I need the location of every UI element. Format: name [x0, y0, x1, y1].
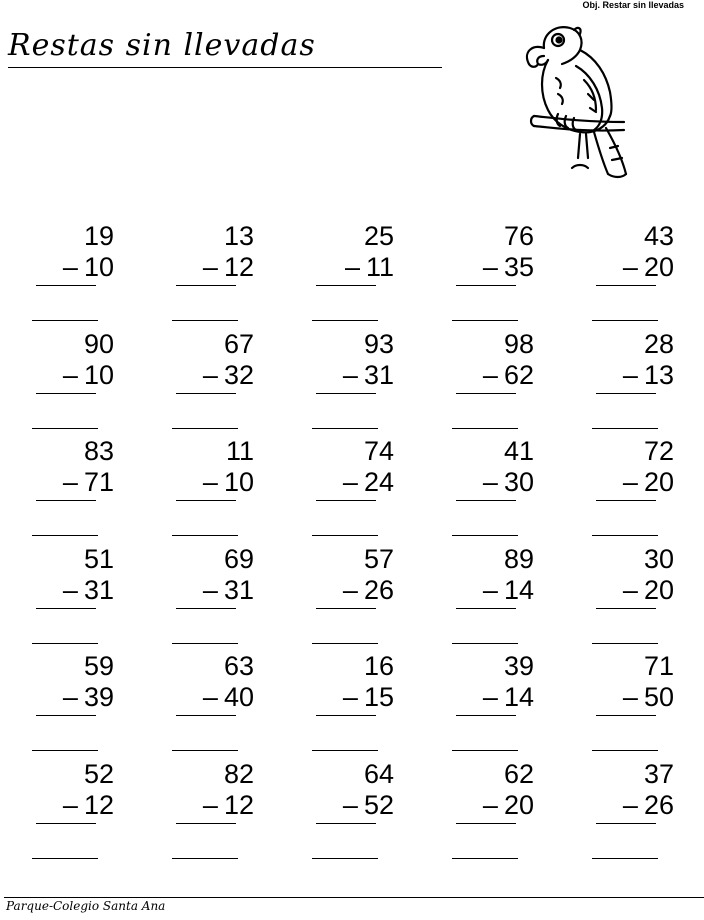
operation-line	[36, 823, 96, 824]
subtrahend: 12	[223, 789, 254, 820]
subtrahend-row	[63, 681, 114, 713]
answer-blank[interactable]	[592, 643, 658, 644]
subtraction-problem	[20, 435, 160, 543]
answer-blank[interactable]	[172, 535, 238, 536]
subtrahend: 15	[363, 682, 394, 712]
subtraction-problem	[300, 543, 440, 651]
subtrahend-row	[483, 251, 534, 283]
subtraction-problem	[580, 543, 704, 651]
operation-line	[596, 823, 656, 824]
minuend: 74	[363, 436, 394, 466]
minuend: 64	[363, 758, 394, 789]
subtrahend-row	[343, 789, 394, 821]
subtrahend-row	[343, 466, 394, 498]
minuend: 71	[643, 651, 674, 681]
subtrahend-row	[623, 789, 674, 821]
minuend: 76	[503, 221, 534, 251]
subtraction-problem	[160, 543, 300, 651]
answer-blank[interactable]	[32, 643, 98, 644]
operation-line	[176, 608, 236, 609]
minuend: 57	[363, 543, 394, 574]
subtrahend: 12	[223, 252, 254, 282]
subtraction-problem	[580, 220, 704, 328]
minus-sign: –	[344, 252, 360, 282]
subtrahend: 10	[223, 467, 254, 497]
minus-sign: –	[342, 789, 358, 820]
operation-line	[176, 823, 236, 824]
minus-sign: –	[622, 789, 638, 820]
minuend: 19	[83, 221, 114, 251]
minuend: 25	[363, 221, 394, 251]
minus-sign: –	[622, 252, 638, 282]
minuend: 11	[225, 436, 254, 466]
subtrahend-row	[345, 251, 394, 283]
answer-blank[interactable]	[312, 643, 378, 644]
subtrahend-row	[623, 466, 674, 498]
answer-blank[interactable]	[172, 643, 238, 644]
subtrahend-row	[203, 466, 254, 498]
operation-line	[36, 715, 96, 716]
operation-line	[456, 285, 516, 286]
answer-blank[interactable]	[592, 428, 658, 429]
subtraction-problem	[20, 650, 160, 758]
minuend: 89	[503, 543, 534, 574]
subtrahend: 12	[83, 789, 114, 820]
answer-blank[interactable]	[592, 750, 658, 751]
subtraction-problem	[580, 328, 704, 436]
minus-sign: –	[342, 467, 358, 497]
minuend: 43	[643, 221, 674, 251]
minus-sign: –	[202, 574, 218, 605]
minuend: 98	[503, 328, 534, 359]
operation-line	[316, 285, 376, 286]
minus-sign: –	[62, 359, 78, 390]
minuend: 90	[83, 328, 114, 359]
answer-blank[interactable]	[312, 750, 378, 751]
operation-line	[456, 608, 516, 609]
minus-sign: –	[202, 359, 218, 390]
subtrahend-row	[203, 574, 254, 606]
operation-line	[596, 715, 656, 716]
subtraction-problem	[160, 328, 300, 436]
subtrahend-row	[63, 359, 114, 391]
minus-sign: –	[202, 252, 218, 282]
subtrahend: 62	[503, 359, 534, 390]
subtrahend: 10	[83, 252, 114, 282]
operation-line	[596, 393, 656, 394]
operation-line	[456, 715, 516, 716]
operation-line	[316, 393, 376, 394]
subtrahend: 26	[643, 789, 674, 820]
subtrahend-row	[483, 681, 534, 713]
minuend: 30	[643, 543, 674, 574]
minus-sign: –	[482, 574, 498, 605]
subtraction-problem	[440, 328, 580, 436]
subtrahend: 26	[363, 574, 394, 605]
answer-blank[interactable]	[172, 858, 238, 859]
subtrahend-row	[483, 789, 534, 821]
page-title: Restas sin llevadas	[8, 28, 316, 63]
subtraction-problem	[20, 758, 160, 866]
subtrahend: 20	[643, 467, 674, 497]
subtrahend-row	[343, 681, 394, 713]
subtrahend: 35	[503, 252, 534, 282]
answer-blank[interactable]	[452, 858, 518, 859]
operation-line	[316, 500, 376, 501]
subtrahend: 32	[223, 359, 254, 390]
title-underline	[8, 67, 442, 68]
operation-line	[36, 500, 96, 501]
parrot-icon	[514, 18, 644, 190]
subtrahend: 13	[643, 359, 674, 390]
operation-line	[176, 715, 236, 716]
subtrahend-row	[203, 359, 254, 391]
minus-sign: –	[62, 574, 78, 605]
operation-line	[456, 500, 516, 501]
subtrahend: 39	[83, 682, 114, 712]
subtraction-problem	[440, 758, 580, 866]
operation-line	[316, 715, 376, 716]
answer-blank[interactable]	[172, 320, 238, 321]
answer-blank[interactable]	[312, 535, 378, 536]
subtrahend-row	[483, 359, 534, 391]
subtraction-problem	[300, 758, 440, 866]
subtrahend: 20	[643, 252, 674, 282]
minus-sign: –	[62, 467, 78, 497]
subtraction-problem	[160, 650, 300, 758]
answer-blank[interactable]	[452, 428, 518, 429]
minus-sign: –	[622, 359, 638, 390]
minus-sign: –	[202, 789, 218, 820]
subtrahend-row	[203, 251, 254, 283]
footer-line	[4, 897, 704, 898]
answer-blank[interactable]	[172, 750, 238, 751]
subtraction-problem	[580, 650, 704, 758]
minus-sign: –	[622, 574, 638, 605]
subtrahend: 11	[365, 252, 394, 282]
subtraction-problem	[440, 650, 580, 758]
answer-blank[interactable]	[32, 535, 98, 536]
answer-blank[interactable]	[452, 535, 518, 536]
problem-grid	[20, 220, 680, 865]
answer-blank[interactable]	[592, 535, 658, 536]
minus-sign: –	[482, 789, 498, 820]
minus-sign: –	[342, 682, 358, 712]
subtrahend: 20	[643, 574, 674, 605]
subtrahend-row	[483, 466, 534, 498]
minus-sign: –	[62, 252, 78, 282]
minuend: 62	[503, 758, 534, 789]
subtraction-problem	[20, 328, 160, 436]
subtrahend-row	[63, 251, 114, 283]
subtraction-problem	[160, 220, 300, 328]
minus-sign: –	[202, 682, 218, 712]
subtrahend-row	[63, 466, 114, 498]
minus-sign: –	[622, 682, 638, 712]
operation-line	[316, 823, 376, 824]
subtrahend: 24	[363, 467, 394, 497]
answer-blank[interactable]	[592, 858, 658, 859]
answer-blank[interactable]	[312, 320, 378, 321]
operation-line	[456, 823, 516, 824]
subtrahend-row	[343, 359, 394, 391]
subtrahend: 14	[503, 574, 534, 605]
minus-sign: –	[622, 467, 638, 497]
operation-line	[36, 608, 96, 609]
subtraction-problem	[440, 435, 580, 543]
answer-blank[interactable]	[592, 320, 658, 321]
minuend: 51	[83, 543, 114, 574]
operation-line	[36, 285, 96, 286]
subtrahend-row	[63, 574, 114, 606]
subtrahend: 10	[83, 359, 114, 390]
subtrahend: 40	[223, 682, 254, 712]
minus-sign: –	[202, 467, 218, 497]
subtrahend-row	[203, 681, 254, 713]
answer-blank[interactable]	[452, 750, 518, 751]
minus-sign: –	[482, 359, 498, 390]
minuend: 13	[223, 221, 254, 251]
minus-sign: –	[342, 574, 358, 605]
subtrahend: 20	[503, 789, 534, 820]
minuend: 82	[223, 758, 254, 789]
answer-blank[interactable]	[32, 750, 98, 751]
subtrahend-row	[623, 359, 674, 391]
subtraction-problem	[300, 650, 440, 758]
subtrahend-row	[623, 681, 674, 713]
subtraction-problem	[300, 435, 440, 543]
minus-sign: –	[342, 359, 358, 390]
answer-blank[interactable]	[32, 428, 98, 429]
answer-blank[interactable]	[452, 643, 518, 644]
minus-sign: –	[62, 789, 78, 820]
minus-sign: –	[62, 682, 78, 712]
operation-line	[176, 393, 236, 394]
minuend: 93	[363, 328, 394, 359]
minuend: 28	[643, 328, 674, 359]
subtraction-problem	[160, 758, 300, 866]
answer-blank[interactable]	[32, 320, 98, 321]
subtraction-problem	[440, 220, 580, 328]
subtrahend: 31	[363, 359, 394, 390]
minuend: 16	[363, 651, 394, 681]
operation-line	[36, 393, 96, 394]
subtraction-problem	[160, 435, 300, 543]
answer-blank[interactable]	[172, 428, 238, 429]
objective-label: Obj. Restar sin llevadas	[582, 0, 684, 10]
minuend: 59	[83, 651, 114, 681]
subtraction-problem	[20, 543, 160, 651]
subtraction-problem	[300, 220, 440, 328]
footer-school: Parque-Colegio Santa Ana	[6, 899, 166, 913]
minuend: 69	[223, 543, 254, 574]
minuend: 63	[223, 651, 254, 681]
operation-line	[596, 500, 656, 501]
subtrahend: 52	[363, 789, 394, 820]
subtrahend-row	[63, 789, 114, 821]
operation-line	[316, 608, 376, 609]
answer-blank[interactable]	[32, 858, 98, 859]
subtrahend: 71	[83, 467, 114, 497]
subtrahend: 30	[503, 467, 534, 497]
minus-sign: –	[482, 252, 498, 282]
subtrahend: 14	[503, 682, 534, 712]
answer-blank[interactable]	[452, 320, 518, 321]
minus-sign: –	[482, 467, 498, 497]
minuend: 67	[223, 328, 254, 359]
subtraction-problem	[440, 543, 580, 651]
subtrahend: 31	[83, 574, 114, 605]
subtraction-problem	[580, 435, 704, 543]
operation-line	[456, 393, 516, 394]
answer-blank[interactable]	[312, 858, 378, 859]
answer-blank[interactable]	[312, 428, 378, 429]
subtrahend-row	[623, 574, 674, 606]
minus-sign: –	[482, 682, 498, 712]
minuend: 41	[503, 436, 534, 466]
operation-line	[596, 285, 656, 286]
operation-line	[176, 285, 236, 286]
minuend: 52	[83, 758, 114, 789]
minuend: 72	[643, 436, 674, 466]
operation-line	[596, 608, 656, 609]
subtrahend-row	[343, 574, 394, 606]
subtrahend-row	[623, 251, 674, 283]
subtrahend-row	[203, 789, 254, 821]
operation-line	[176, 500, 236, 501]
subtrahend-row	[483, 574, 534, 606]
subtraction-problem	[300, 328, 440, 436]
subtrahend: 50	[643, 682, 674, 712]
minuend: 39	[503, 651, 534, 681]
minuend: 83	[83, 436, 114, 466]
subtrahend: 31	[223, 574, 254, 605]
subtraction-problem	[20, 220, 160, 328]
minuend: 37	[643, 758, 674, 789]
subtraction-problem	[580, 758, 704, 866]
